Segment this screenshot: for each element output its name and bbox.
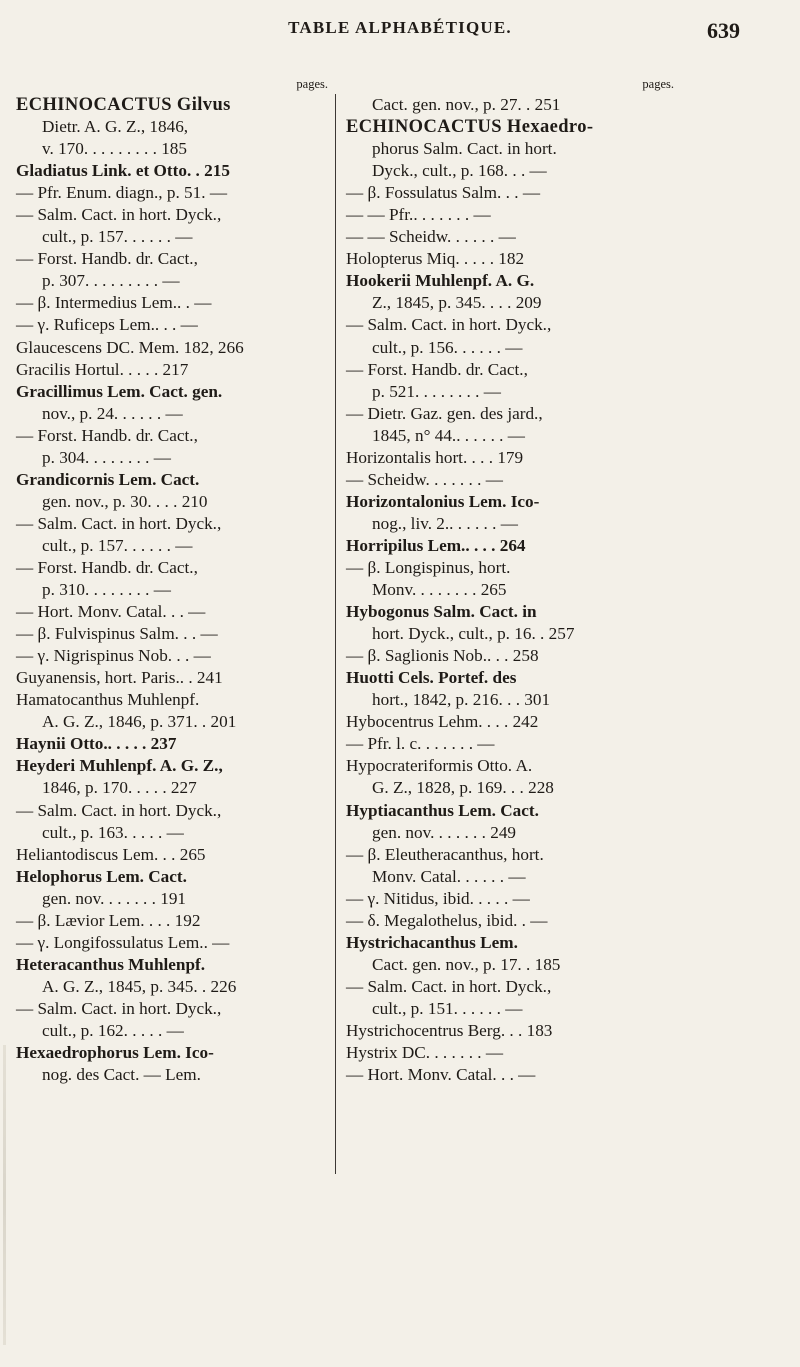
index-entry-line: — β. Fulvispinus Salm. . . — bbox=[16, 624, 218, 644]
index-entry-line: cult., p. 151. . . . . . — bbox=[372, 998, 523, 1018]
index-entry-line: — δ. Megalothelus, ibid. . — bbox=[346, 910, 548, 930]
pages-label: pages. bbox=[642, 77, 674, 91]
index-entry-line: cult., p. 162. . . . . — bbox=[42, 1020, 184, 1040]
index-entry-line: — Hort. Monv. Catal. . . — bbox=[16, 602, 206, 622]
index-entry-line: — γ. Longifossulatus Lem.. — bbox=[16, 932, 230, 952]
index-entry-line: nov., p. 24. . . . . . — bbox=[42, 403, 183, 423]
index-entry-line: A. G. Z., 1846, p. 371. . 201 bbox=[42, 712, 237, 732]
index-entry-line: — γ. Nigrispinus Nob. . . — bbox=[16, 646, 211, 666]
index-entry-line: — Hort. Monv. Catal. . . — bbox=[346, 1065, 536, 1085]
index-entry-line: — β. Longispinus, hort. bbox=[346, 557, 511, 577]
index-entry-line: Hystrichocentrus Berg. . . 183 bbox=[346, 1020, 553, 1040]
index-entry-line: — Salm. Cact. in hort. Dyck., bbox=[346, 976, 552, 996]
index-entry-line: — Forst. Handb. dr. Cact., bbox=[16, 557, 198, 577]
index-entry-line: — Scheidw. . . . . . . — bbox=[346, 469, 503, 489]
index-entry-line: — Salm. Cact. in hort. Dyck., bbox=[16, 513, 222, 533]
index-entry-line: cult., p. 157. . . . . . — bbox=[42, 227, 193, 247]
column-divider bbox=[335, 94, 336, 1174]
index-entry-line: — γ. Ruficeps Lem.. . . — bbox=[16, 315, 198, 335]
index-entry-line: Helophorus Lem. Cact. bbox=[16, 866, 187, 886]
index-entry-line: — γ. Nitidus, ibid. . . . . — bbox=[346, 888, 530, 908]
right-index-column bbox=[346, 74, 676, 1086]
index-entry-line: gen. nov., p. 30. . . . 210 bbox=[42, 491, 208, 511]
index-entry-line: Hystrichacanthus Lem. bbox=[346, 932, 518, 952]
index-entry-line: Z., 1845, p. 345. . . . 209 bbox=[372, 293, 542, 313]
index-entry-line: — Forst. Handb. dr. Cact., bbox=[16, 425, 198, 445]
index-entry-line: Holopterus Miq. . . . . 182 bbox=[346, 249, 525, 269]
index-entry-line: Horizontalonius Lem. Ico- bbox=[346, 491, 540, 511]
index-entry-line: Heteracanthus Muhlenpf. bbox=[16, 954, 206, 974]
index-entry-line: Guyanensis, hort. Paris.. . 241 bbox=[16, 668, 223, 688]
index-entry-line: gen. nov. . . . . . . 191 bbox=[42, 888, 187, 908]
index-entry-line: — β. Fossulatus Salm. . . — bbox=[346, 183, 541, 203]
index-entry-line: Dyck., cult., p. 168. . . — bbox=[372, 161, 547, 181]
index-entry-line: Gracillimus Lem. Cact. gen. bbox=[16, 381, 223, 401]
index-entry-line: Cact. gen. nov., p. 17. . 185 bbox=[372, 954, 561, 974]
index-entry-line: Heliantodiscus Lem. . . 265 bbox=[16, 844, 206, 864]
index-entry-line: ECHINOCACTUS Gilvus bbox=[16, 95, 231, 115]
index-entry-line: 1846, p. 170. . . . . 227 bbox=[42, 778, 197, 798]
index-entry-line: Heyderi Muhlenpf. A. G. Z., bbox=[16, 756, 223, 776]
index-entry-line: Hybogonus Salm. Cact. in bbox=[346, 602, 537, 622]
index-entry-line: p. 304. . . . . . . . — bbox=[42, 447, 171, 467]
index-entry-line: Monv. . . . . . . . 265 bbox=[372, 580, 507, 600]
index-entry-line: p. 310. . . . . . . . — bbox=[42, 580, 171, 600]
page-header bbox=[0, 18, 800, 48]
index-entry-line: Monv. Catal. . . . . . — bbox=[372, 866, 526, 886]
running-title: TABLE ALPHABÉTIQUE. bbox=[288, 18, 512, 37]
index-entry-line: cult., p. 157. . . . . . — bbox=[42, 535, 193, 555]
index-entry-line: Horizontalis hort. . . . 179 bbox=[346, 447, 524, 467]
index-entry-line: ECHINOCACTUS Hexaedro- bbox=[346, 117, 594, 138]
index-entry-line: Glaucescens DC. Mem. 182, 266 bbox=[16, 337, 244, 357]
index-entry-line: A. G. Z., 1845, p. 345. . 226 bbox=[42, 976, 237, 996]
index-entry-line: Horripilus Lem.. . . . 264 bbox=[346, 535, 526, 555]
index-entry-line: Hystrix DC. . . . . . . — bbox=[346, 1043, 504, 1063]
index-entry-line: gen. nov. . . . . . . 249 bbox=[372, 822, 517, 842]
index-entry-line: Huotti Cels. Portef. des bbox=[346, 668, 517, 688]
page-number: 639 bbox=[707, 18, 740, 43]
index-entry-line: Gladiatus Link. et Otto. . 215 bbox=[16, 161, 230, 181]
index-entry-line: Hookerii Muhlenpf. A. G. bbox=[346, 271, 535, 291]
index-entry-line: Hypocrateriformis Otto. A. bbox=[346, 756, 533, 776]
index-entry-line: phorus Salm. Cact. in hort. bbox=[372, 139, 557, 159]
index-entry-line: — β. Saglionis Nob.. . . 258 bbox=[346, 646, 539, 666]
index-entry-line: p. 521. . . . . . . . — bbox=[372, 381, 501, 401]
index-entry-line: — Pfr. l. c. . . . . . . — bbox=[346, 734, 495, 754]
index-entry-line: 1845, n° 44.. . . . . . — bbox=[372, 425, 525, 445]
index-entry-line: G. Z., 1828, p. 169. . . 228 bbox=[372, 778, 554, 798]
index-entry-line: Hybocentrus Lehm. . . . 242 bbox=[346, 712, 539, 732]
left-index-column bbox=[16, 74, 334, 1086]
index-entry-line: v. 170. . . . . . . . . 185 bbox=[42, 139, 187, 159]
index-entry-line: Cact. gen. nov., p. 27. . 251 bbox=[372, 95, 561, 114]
index-entry-line: Hexaedrophorus Lem. Ico- bbox=[16, 1043, 214, 1063]
index-entry-line: — Pfr. Enum. diagn., p. 51. — bbox=[16, 183, 228, 203]
index-entry-line: — Salm. Cact. in hort. Dyck., bbox=[16, 205, 222, 225]
index-entry-line: nog., liv. 2.. . . . . . — bbox=[372, 513, 518, 533]
index-entry-line: Hyptiacanthus Lem. Cact. bbox=[346, 800, 539, 820]
index-entry-line: — Forst. Handb. dr. Cact., bbox=[346, 359, 528, 379]
index-entry-line: — — Pfr.. . . . . . . — bbox=[346, 205, 491, 225]
index-entry-line: — Salm. Cact. in hort. Dyck., bbox=[346, 315, 552, 335]
index-entry-line: — β. Eleutheracanthus, hort. bbox=[346, 844, 544, 864]
index-entry-line: Dietr. A. G. Z., 1846, bbox=[42, 117, 189, 137]
pages-label: pages. bbox=[296, 77, 328, 91]
index-entry-line: hort., 1842, p. 216. . . 301 bbox=[372, 690, 551, 710]
index-entry-line: — Dietr. Gaz. gen. des jard., bbox=[346, 403, 543, 423]
index-entry-line: — — Scheidw. . . . . . — bbox=[346, 227, 516, 247]
index-entry-line: — β. Lævior Lem. . . . 192 bbox=[16, 910, 201, 930]
index-entry-line: p. 307. . . . . . . . . — bbox=[42, 271, 180, 291]
index-entry-line: nog. des Cact. — Lem. bbox=[42, 1065, 201, 1085]
index-entry-line: — Salm. Cact. in hort. Dyck., bbox=[16, 800, 222, 820]
index-entry-line: cult., p. 156. . . . . . — bbox=[372, 337, 523, 357]
index-entry-line: — β. Intermedius Lem.. . — bbox=[16, 293, 212, 313]
index-entry-line: Haynii Otto.. . . . . 237 bbox=[16, 734, 177, 754]
index-entry-line: — Salm. Cact. in hort. Dyck., bbox=[16, 998, 222, 1018]
index-entry-line: Hamatocanthus Muhlenpf. bbox=[16, 690, 200, 710]
index-entry-line: hort. Dyck., cult., p. 16. . 257 bbox=[372, 624, 575, 644]
index-entry-line: — Forst. Handb. dr. Cact., bbox=[16, 249, 198, 269]
index-entry-line: Gracilis Hortul. . . . . 217 bbox=[16, 359, 189, 379]
index-entry-line: Grandicornis Lem. Cact. bbox=[16, 469, 200, 489]
page-edge-shadow bbox=[3, 1045, 6, 1345]
index-entry-line: cult., p. 163. . . . . — bbox=[42, 822, 184, 842]
